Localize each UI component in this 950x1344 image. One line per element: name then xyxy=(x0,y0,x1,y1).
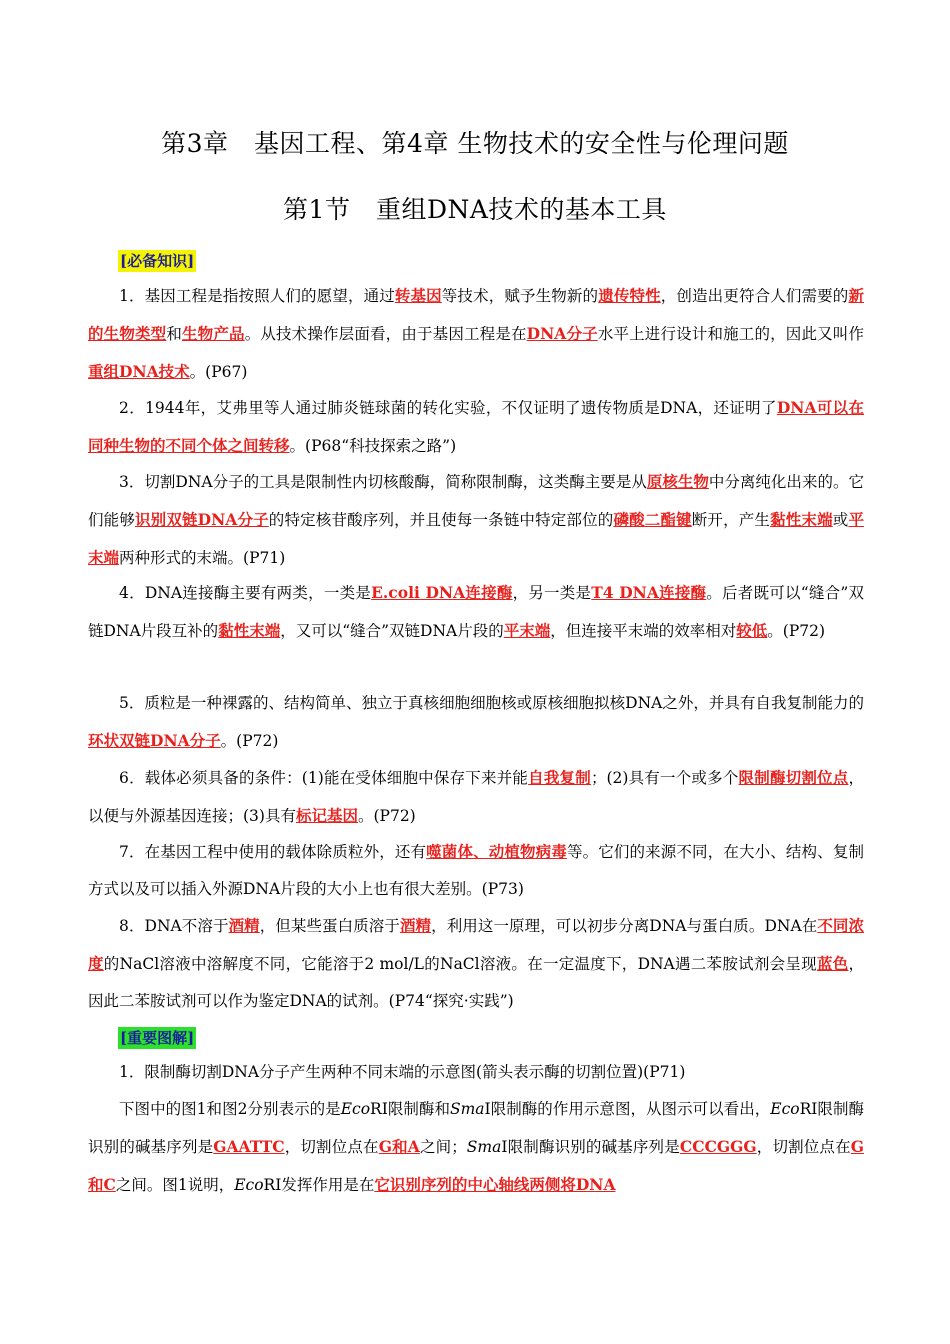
section-label-key-diagrams: [重要图解] xyxy=(120,1029,195,1047)
key-term: 黏性末端 xyxy=(218,621,281,640)
paragraph-4: 4．DNA连接酶主要有两类，一类是E.coli DNA连接酶，另一类是T4 DNA连接酶。后者既可以“缝合”双链DNA片段互补的黏性末端，又可以“缝合”双链DNA片段的平末端，但连接平末端的效率相对较低。(P72) xyxy=(88,583,865,640)
key-term: 限制酶切割位点 xyxy=(738,768,849,787)
key-term: 较低 xyxy=(736,621,768,640)
key-term: T4 DNA连接酶 xyxy=(591,583,707,602)
paragraph-2: 2．1944年，艾弗里等人通过肺炎链球菌的转化实验，不仅证明了遗传物质是DNA，还证明了DNA可以在同种生物的不同个体之间转移。(P68“科技探索之路”) xyxy=(88,398,864,455)
key-term: 平末端 xyxy=(503,621,551,640)
key-term: 遗传特性 xyxy=(598,286,661,305)
key-term: 新的生物类型 xyxy=(88,286,864,343)
key-term: GAATTC xyxy=(213,1137,285,1156)
key-term: 酒精 xyxy=(399,916,432,935)
key-term: CCCGGG xyxy=(679,1137,757,1156)
key-term: 黏性末端 xyxy=(770,510,833,529)
key-term: 自我复制 xyxy=(528,768,591,787)
paragraph-5: 5．质粒是一种裸露的、结构简单、独立于真核细胞细胞核或原核细胞拟核DNA之外，并具有自我复制能力的环状双链DNA分子。(P72) xyxy=(88,694,864,750)
key-term: G和A xyxy=(378,1137,420,1156)
key-term: 标记基因 xyxy=(295,806,358,825)
key-term: G和C xyxy=(88,1137,864,1194)
section-label-required-knowledge: [必备知识] xyxy=(120,252,195,270)
key-term: 生物产品 xyxy=(182,324,245,343)
key-term: DNA分子 xyxy=(526,324,598,343)
paragraph-diagram-1: 1．限制酶切割DNA分子产生两种不同末端的示意图(箭头表示酶的切割位置)(P71) xyxy=(119,1063,686,1081)
key-term: DNA可以在同种生物的不同个体之间转移 xyxy=(88,398,864,455)
paragraph-6: 6．载体必须具备的条件：(1)能在受体细胞中保存下来并能自我复制；(2)具有一个或多个限制酶切割位点，以便与外源基因连接；(3)具有标记基因。(P72) xyxy=(88,768,864,825)
paragraph-diagram-explanation: 下图中的图1和图2分别表示的是EcoRI限制酶和SmaI限制酶的作用示意图，从图示可以看出，EcoRI限制酶识别的碱基序列是GAATTC，切割位点在G和A之间；SmaI限制酶识别的碱基序列是CCCGGG，切割位点在G和C之间。图1说明，EcoRI发挥作用是在它识别序列的中心轴线两侧将DNA xyxy=(88,1100,864,1194)
key-term: 噬菌体、动植物病毒 xyxy=(426,842,567,861)
key-term: 环状双链DNA分子 xyxy=(88,731,221,750)
section-title: 第1节 重组DNA技术的基本工具 xyxy=(283,195,667,224)
key-term: 它识别序列的中心轴线两侧将DNA xyxy=(374,1175,616,1194)
key-term: 转基因 xyxy=(394,286,442,305)
key-term: 识别双链DNA分子 xyxy=(135,510,269,529)
key-term: E.coli DNA连接酶 xyxy=(371,583,513,602)
key-term: 酒精 xyxy=(228,916,260,935)
paragraph-3: 3．切割DNA分子的工具是限制性内切核酸酶，简称限制酶，这类酶主要是从原核生物中分离纯化出来的。它们能够识别双链DNA分子的特定核苷酸序列，并且使每一条链中特定部位的磷酸二酯键断开，产生黏性末端或平末端两种形式的末端。(P71) xyxy=(88,472,864,567)
key-term: 重组DNA技术 xyxy=(88,362,190,381)
key-term: 磷酸二酯键 xyxy=(613,510,692,529)
key-term: 原核生物 xyxy=(646,472,709,491)
paragraph-1: 1．基因工程是指按照人们的愿望，通过转基因等技术，赋予生物新的遗传特性，创造出更符合人们需要的新的生物类型和生物产品。从技术操作层面看，由于基因工程是在DNA分子水平上进行设计和施工的，因此又叫作重组DNA技术。(P67) xyxy=(88,286,864,381)
chapter-title: 第3章 基因工程、第4章 生物技术的安全性与伦理问题 xyxy=(161,129,789,158)
key-term: 平末端 xyxy=(88,510,864,567)
key-term: 不同浓度 xyxy=(88,916,864,973)
key-term: 蓝色 xyxy=(816,954,849,973)
paragraph-8: 8．DNA不溶于酒精，但某些蛋白质溶于酒精，利用这一原理，可以初步分离DNA与蛋白质。DNA在不同浓度的NaCl溶液中溶解度不同，它能溶于2 mol/L的NaCl溶液。在一定温度下，DNA遇二苯胺试剂会呈现蓝色，因此二苯胺试剂可以作为鉴定DNA的试剂。(P74“探究·实践”) xyxy=(88,916,864,1010)
paragraph-7: 7．在基因工程中使用的载体除质粒外，还有噬菌体、动植物病毒等。它们的来源不同，在大小、结构、复制方式以及可以插入外源DNA片段的大小上也有很大差别。(P73) xyxy=(88,842,864,898)
